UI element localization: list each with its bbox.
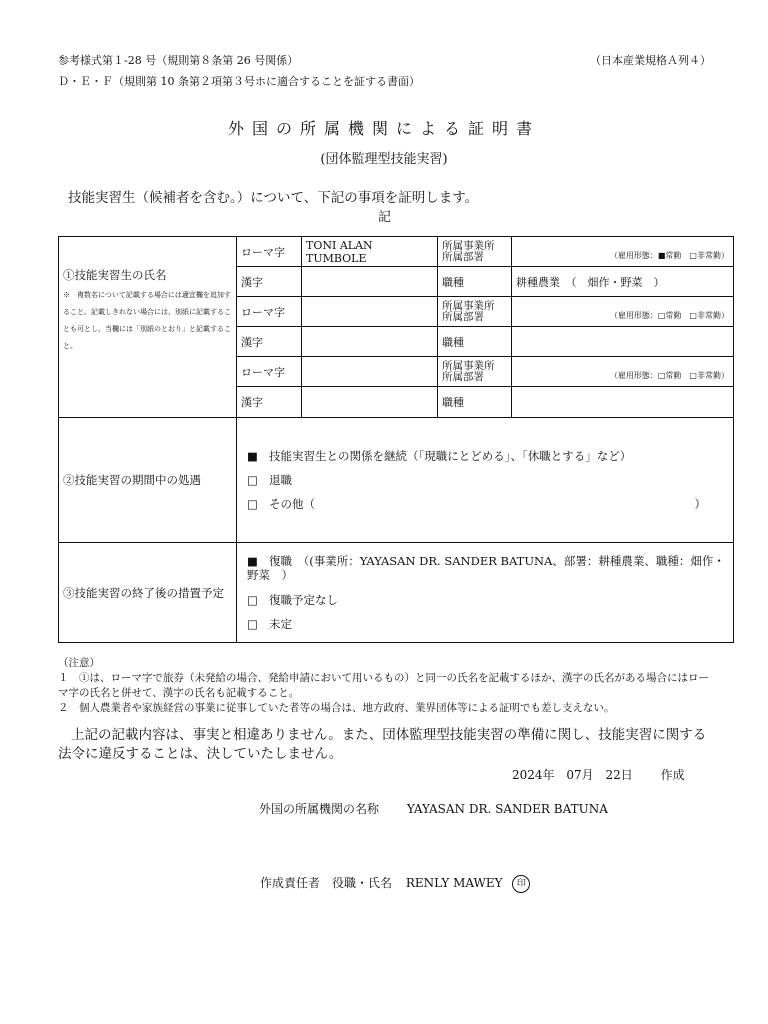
employment-type[interactable]: （雇用形態：□常勤 □非常勤） bbox=[512, 357, 734, 387]
option-label: 復職 （(事業所：YAYASAN DR. SANDER BATUNA、部署：耕種農業、職種：畑作・野菜 ） bbox=[247, 553, 725, 582]
job-label: 職種 bbox=[438, 327, 512, 357]
option-label: 退職 bbox=[269, 473, 292, 487]
section-3-options bbox=[237, 543, 734, 643]
romaji-label: ローマ字 bbox=[237, 357, 302, 387]
organization-name[interactable]: YAYASAN DR. SANDER BATUNA bbox=[406, 802, 608, 816]
option-row[interactable] bbox=[247, 468, 729, 492]
romaji-label: ローマ字 bbox=[237, 237, 302, 267]
signer-line bbox=[260, 874, 530, 893]
romaji-value[interactable] bbox=[302, 357, 438, 387]
date-day-unit: 日 bbox=[620, 768, 633, 782]
date-suffix: 作成 bbox=[660, 768, 685, 782]
romaji-label: ローマ字 bbox=[237, 297, 302, 327]
romaji-value[interactable] bbox=[302, 297, 438, 327]
option-row[interactable] bbox=[247, 612, 729, 636]
note-item: １ ①は、ローマ字で旅券（未発給の場合、発給申請において用いるもの）と同一の氏名を記載するほか、漢字の氏名がある場合にはローマ字の氏名と併せて、漢字の氏名も記載すること。 bbox=[58, 672, 709, 699]
job-label: 職種 bbox=[438, 387, 512, 418]
option-row[interactable] bbox=[247, 554, 729, 582]
job-value[interactable] bbox=[512, 327, 734, 357]
section-1-label: ①技能実習生の氏名 bbox=[63, 268, 167, 282]
option-label: その他（ ） bbox=[269, 497, 706, 511]
section-3-label: ③技能実習の終了後の措置予定 bbox=[59, 543, 237, 643]
kanji-value[interactable] bbox=[302, 327, 438, 357]
job-value[interactable]: 耕種農業 （ 畑作・野菜 ） bbox=[512, 267, 734, 297]
date-month[interactable]: 07 bbox=[566, 768, 582, 782]
kanji-value[interactable] bbox=[302, 267, 438, 297]
notes-block bbox=[58, 656, 748, 716]
section-1-note: ※ 複数名について記載する場合には適宜欄を追加すること。記載しきれない場合には、別紙に記載することも可とし、当欄には「別紙のとおり」と記載すること。 bbox=[63, 291, 231, 350]
date-day[interactable]: 22 bbox=[605, 768, 621, 782]
employment-type[interactable]: （雇用形態：□常勤 □非常勤） bbox=[512, 297, 734, 327]
kanji-label: 漢字 bbox=[237, 387, 302, 418]
job-label: 職種 bbox=[438, 267, 512, 297]
date-month-unit: 月 bbox=[581, 768, 594, 782]
job-value[interactable] bbox=[512, 387, 734, 418]
document-subtitle: (団体監理型技能実習) bbox=[320, 152, 448, 167]
romaji-value[interactable]: TONI ALAN TUMBOLE bbox=[302, 237, 438, 267]
section-2-options bbox=[237, 418, 734, 543]
organization-line bbox=[259, 800, 608, 817]
checkbox[interactable]: □ bbox=[247, 473, 258, 487]
employment-type[interactable]: （雇用形態：■常勤 □非常勤） bbox=[512, 237, 734, 267]
notes-heading: （注意） bbox=[58, 657, 100, 669]
checkbox[interactable]: □ bbox=[247, 497, 258, 511]
creation-date bbox=[512, 766, 685, 783]
checkbox[interactable]: □ bbox=[247, 616, 258, 631]
office-label: 所属事業所 所属部署 bbox=[438, 357, 512, 387]
note-item: ２ 個人農業者や家族経営の事業に従事していた者等の場合は、地方政府、業界団体等による証明でも差し支えない。 bbox=[58, 702, 615, 714]
seal-icon: 印 bbox=[512, 875, 530, 893]
closing-statement: 上記の記載内容は、事実と相違ありません。また、団体監理型技能実習の準備に関し、技能実習に関する法令に違反することは、決していたしません。 bbox=[58, 727, 707, 762]
option-row[interactable] bbox=[247, 492, 729, 516]
option-label: 復職予定なし bbox=[269, 592, 338, 607]
document-title: 外国の所属機関による証明書 bbox=[227, 119, 540, 138]
kanji-label: 漢字 bbox=[237, 267, 302, 297]
office-label: 所属事業所 所属部署 bbox=[438, 297, 512, 327]
section-2-label: ②技能実習の期間中の処遇 bbox=[59, 418, 237, 543]
category-label: Ｄ・Ｅ・Ｆ（規則第 10 条第２項第３号ホに適合することを証する書面） bbox=[58, 75, 420, 88]
option-row[interactable] bbox=[247, 588, 729, 612]
organization-label: 外国の所属機関の名称 bbox=[259, 802, 380, 816]
paper-size-label: （日本産業規格Ａ列４） bbox=[590, 54, 711, 67]
date-year-unit: 年 bbox=[542, 768, 555, 782]
section-1-label-cell bbox=[59, 237, 237, 418]
intro-statement: 技能実習生（候補者を含む。）について、下記の事項を証明します。 bbox=[68, 190, 479, 206]
kanji-label: 漢字 bbox=[237, 327, 302, 357]
checkbox[interactable]: ■ bbox=[247, 449, 258, 463]
signer-name[interactable]: RENLY MAWEY bbox=[405, 876, 503, 890]
form-reference: 参考様式第１-28 号（規則第８条第 26 号関係） bbox=[58, 54, 299, 67]
checkbox[interactable]: □ bbox=[247, 592, 258, 607]
date-year[interactable]: 2024 bbox=[512, 768, 543, 782]
option-label: 技能実習生との関係を継続（「現職にとどめる」、「休職とする」など） bbox=[269, 449, 632, 463]
certificate-table bbox=[58, 236, 734, 643]
option-row[interactable] bbox=[247, 444, 729, 468]
office-label: 所属事業所 所属部署 bbox=[438, 237, 512, 267]
kanji-value[interactable] bbox=[302, 387, 438, 418]
ki-marker: 記 bbox=[378, 210, 392, 225]
option-label: 未定 bbox=[269, 616, 292, 631]
checkbox[interactable]: ■ bbox=[247, 553, 258, 568]
signer-label: 作成責任者 役職・氏名 bbox=[260, 876, 393, 890]
